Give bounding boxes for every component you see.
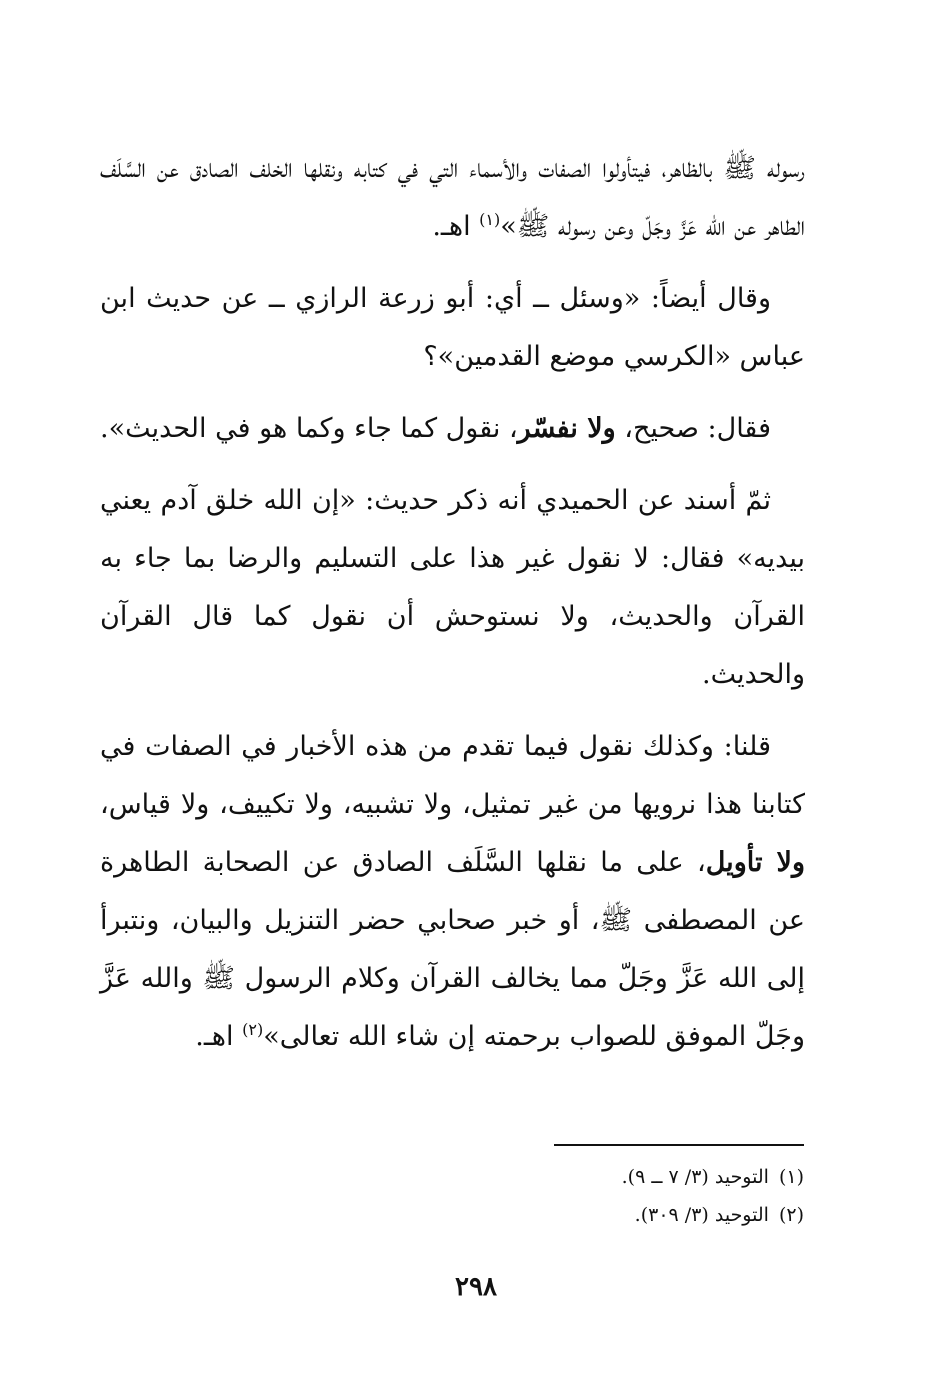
- footnote-1-number: (١): [778, 1166, 804, 1188]
- footnote-2-number: (٢): [778, 1204, 804, 1226]
- paragraph-4: ثمّ أسند عن الحميدي أنه ذكر حديث: «إن الله خلق آدم يعني بيديه» فقال: لا نقول غير هذا على التسليم والرضا بما جاء به القرآن والحديث، ولا نستوحش أن نقول كما قال القرآن والحديث.: [100, 485, 805, 690]
- footnote-1-text: التوحيد (٣/ ٧ ــ ٩).: [621, 1166, 769, 1188]
- footnote-1: [304, 1158, 804, 1196]
- footnotes: [304, 1158, 804, 1234]
- paragraph-5: [100, 718, 805, 1066]
- paragraph-3-text: فقال: صحيح،: [615, 413, 771, 444]
- page-number: ٢٩٨: [455, 1272, 497, 1302]
- footnote-ref-1: (١): [479, 210, 501, 229]
- paragraph-3-ending: ، نقول كما جاء وكما هو في الحديث».: [100, 413, 518, 444]
- footnote-separator: [554, 1144, 804, 1146]
- paragraph-5-text: قلنا: وكذلك نقول فيما تقدم من هذه الأخبار في الصفات في كتابنا هذا نرويها من غير تمثيل، ولا تشبيه، ولا تكييف، ولا قياس،: [100, 731, 805, 820]
- paragraph-1-ending: اهـ.: [432, 211, 480, 242]
- paragraph-5-bold-phrase: ولا تأويل: [705, 847, 805, 878]
- paragraph-3-bold-phrase: ولا نفسّر: [517, 413, 616, 444]
- footnote-2-text: التوحيد (٣/ ٣٠٩).: [634, 1204, 769, 1226]
- paragraph-5-middle: ، على ما نقلها السَّلَف الصادق عن الصحابة الطاهرة عن المصطفى ﷺ، أو خبر صحابي حضر التنزيل والبيان، ونتبرأ إلى الله عَزَّ وجَلّ مما يخالف القرآن وكلام الرسول ﷺ والله عَزَّ وجَلّ الموفق للصواب برحمته إن شاء الله تعالى»: [100, 847, 806, 1052]
- paragraph-1-text: رسوله ﷺ بالظاهر، فيتأولوا الصفات والأسماء التي في كتابه ونقلها الخلف الصادق عن السَّلَف الطاهر عن الله عَزَّ وجَلّ وعن رسوله ﷺ»: [100, 153, 805, 242]
- paragraph-1: [100, 140, 805, 256]
- footnote-ref-2: (٢): [242, 1020, 264, 1039]
- paragraph-2: وقال أيضاً: «وسئل ــ أي: أبو زرعة الرازي ــ عن حديث ابن عباس «الكرسي موضع القدمين»؟: [100, 283, 805, 372]
- footnote-2: [304, 1196, 804, 1234]
- page-body: [100, 140, 805, 1080]
- paragraph-3: [100, 400, 805, 458]
- paragraph-5-ending: اهـ.: [195, 1021, 243, 1052]
